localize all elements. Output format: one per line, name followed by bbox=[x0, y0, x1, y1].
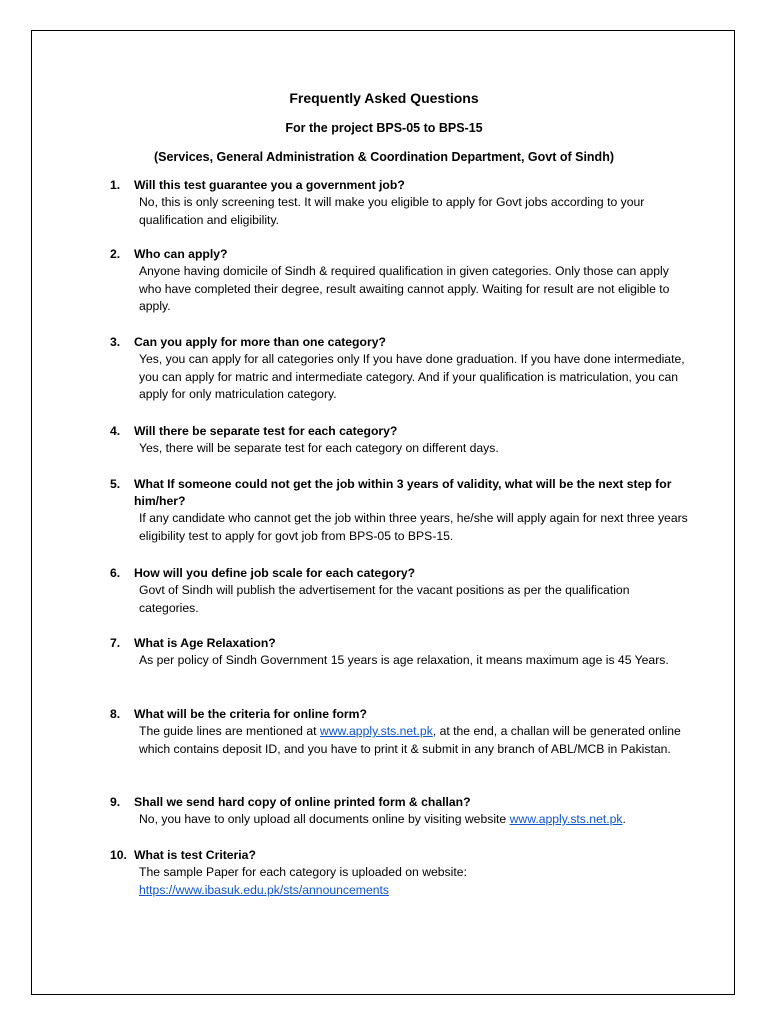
faq-answer bbox=[110, 811, 690, 829]
faq-answer-text: The guide lines are mentioned at bbox=[139, 724, 320, 738]
faq-question bbox=[110, 177, 690, 194]
faq-number: 6. bbox=[110, 566, 121, 580]
faq-question-text: What is Age Relaxation? bbox=[134, 636, 276, 650]
faq-item-7 bbox=[110, 635, 690, 670]
faq-answer-text: . bbox=[622, 812, 626, 826]
faq-answer: If any candidate who cannot get the job within three years, he/she will apply again for next three years eligibility test to apply for govt job from BPS-05 to BPS-15. bbox=[139, 511, 688, 543]
faq-item-1 bbox=[110, 177, 690, 229]
faq-item-10 bbox=[110, 847, 690, 899]
faq-question bbox=[110, 794, 690, 811]
ibasuk-announcements-link[interactable]: https://www.ibasuk.edu.pk/sts/announcements bbox=[139, 882, 389, 897]
faq-number: 3. bbox=[110, 335, 121, 349]
faq-number: 9. bbox=[110, 795, 121, 809]
faq-answer: Govt of Sindh will publish the advertisement for the vacant positions as per the qualification categories. bbox=[139, 583, 630, 615]
faq-item-6 bbox=[110, 565, 690, 617]
faq-number: 4. bbox=[110, 424, 121, 438]
faq-question bbox=[110, 334, 690, 351]
faq-question-text: Will this test guarantee you a government job? bbox=[134, 178, 405, 192]
faq-answer: As per policy of Sindh Government 15 years is age relaxation, it means maximum age is 45 Years. bbox=[139, 653, 669, 667]
faq-item-2 bbox=[110, 246, 690, 316]
faq-question-text: What If someone could not get the job within 3 years of validity, what will be the next step for him/her? bbox=[134, 477, 672, 508]
faq-question-text: Who can apply? bbox=[134, 247, 228, 261]
page-title: Frequently Asked Questions bbox=[289, 90, 479, 106]
department-subtitle: (Services, General Administration & Coordination Department, Govt of Sindh) bbox=[153, 150, 614, 164]
project-subtitle: For the project BPS-05 to BPS-15 bbox=[285, 121, 483, 135]
faq-item-8 bbox=[110, 706, 690, 758]
faq-answer bbox=[110, 723, 690, 758]
faq-answer-text: , at the end, a challan will be generated online which contains deposit ID, and you have to print it & submit in any branch of ABL/MCB in Pakistan. bbox=[139, 724, 681, 756]
faq-question bbox=[110, 565, 690, 582]
faq-answer: No, this is only screening test. It will make you eligible to apply for Govt jobs according to your qualification and eligibility. bbox=[139, 195, 645, 227]
faq-question bbox=[110, 476, 690, 510]
faq-answer-text: The sample Paper for each category is uploaded on website: bbox=[139, 865, 467, 879]
faq-answer bbox=[110, 864, 690, 899]
faq-question-text: How will you define job scale for each category? bbox=[134, 566, 416, 580]
faq-answer: Anyone having domicile of Sindh & required qualification in given categories. Only those can apply who have completed their degree, result awaiting cannot apply. Waiting for result are not eligible to apply. bbox=[139, 264, 670, 313]
faq-answer: Yes, there will be separate test for each category on different days. bbox=[139, 441, 499, 455]
faq-item-4 bbox=[110, 423, 690, 458]
faq-question-text: Can you apply for more than one category? bbox=[134, 335, 386, 349]
faq-question-text: Shall we send hard copy of online printed form & challan? bbox=[134, 795, 471, 809]
faq-question bbox=[110, 635, 690, 652]
faq-number: 8. bbox=[110, 707, 121, 721]
faq-item-9 bbox=[110, 794, 690, 829]
faq-number: 10. bbox=[110, 848, 127, 862]
faq-item-5 bbox=[110, 476, 690, 545]
faq-question bbox=[110, 847, 690, 864]
apply-sts-link[interactable]: www.apply.sts.net.pk bbox=[509, 812, 623, 826]
faq-item-3 bbox=[110, 334, 690, 404]
faq-number: 5. bbox=[110, 477, 121, 491]
faq-question bbox=[110, 423, 690, 440]
faq-question-text: Will there be separate test for each category? bbox=[134, 424, 398, 438]
faq-question-text: What is test Criteria? bbox=[134, 848, 256, 862]
faq-number: 7. bbox=[110, 636, 121, 650]
faq-number: 1. bbox=[110, 178, 121, 192]
faq-answer: Yes, you can apply for all categories only If you have done graduation. If you have done intermediate, you can apply for matric and intermediate category. And if your qualification is matriculation, you can apply for only matriculation category. bbox=[139, 352, 685, 401]
faq-question bbox=[110, 706, 690, 723]
faq-number: 2. bbox=[110, 247, 121, 261]
faq-question bbox=[110, 246, 690, 263]
faq-answer-text: No, you have to only upload all documents online by visiting website bbox=[139, 812, 510, 826]
faq-question-text: What will be the criteria for online form? bbox=[134, 707, 367, 721]
apply-sts-link[interactable]: www.apply.sts.net.pk bbox=[319, 724, 433, 738]
